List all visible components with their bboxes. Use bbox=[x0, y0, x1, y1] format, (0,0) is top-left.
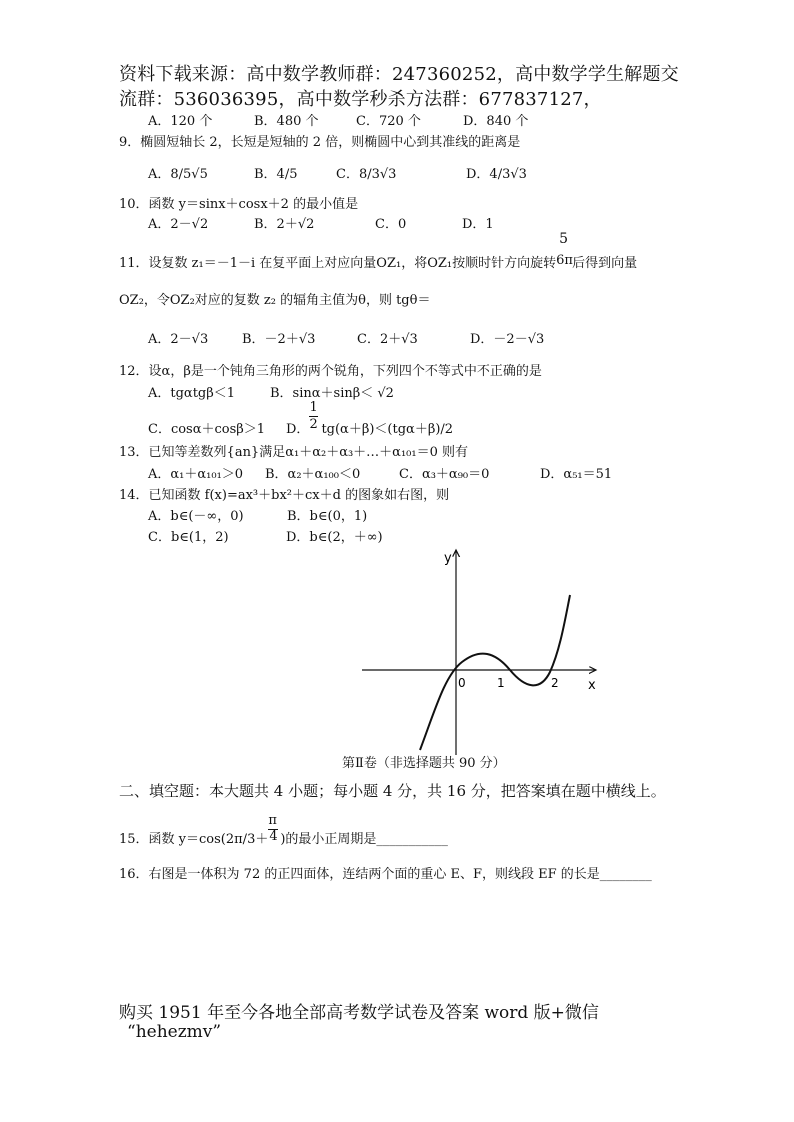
q12-option-d bbox=[286, 400, 454, 437]
q15-frac-denominator: 4 bbox=[269, 829, 278, 844]
q12-option-b: B．sinα＋sinβ＜ √2 bbox=[270, 386, 394, 401]
q9-option-b: B．4/5 bbox=[254, 167, 298, 182]
q8-option-d: D．840 个 bbox=[463, 114, 529, 129]
q9-option-a: A．8/5√5 bbox=[148, 167, 208, 182]
q12-d-rest: tg(α＋β)＜(tgα＋β)/2 bbox=[321, 422, 454, 437]
question-9-stem: 9．椭圆短轴长 2，长短是短轴的 2 倍，则椭圆中心到其准线的距离是 bbox=[119, 135, 521, 150]
footer-line-1: 购买 1951 年至今各地全部高考数学试卷及答案 word 版+微信 bbox=[119, 1003, 599, 1023]
q12-option-a: A．tgαtgβ＜1 bbox=[148, 386, 236, 401]
question-10-stem: 10．函数 y＝sinx＋cosx＋2 的最小值是 bbox=[119, 197, 359, 212]
q15-suffix: )的最小正周期是___________ bbox=[280, 832, 448, 847]
q9-option-c: C．8/3√3 bbox=[336, 167, 397, 182]
q11-frac-numerator: 5 bbox=[559, 231, 569, 247]
q10-option-d: D．1 bbox=[462, 217, 494, 232]
q15-prefix: 15．函数 y＝cos(2π/3＋ bbox=[119, 832, 269, 847]
q14-option-c: C．b∈(1，2) bbox=[148, 530, 229, 545]
q8-option-a: A．120 个 bbox=[148, 114, 213, 129]
footer-line-2: “hehezmv” bbox=[127, 1022, 222, 1042]
question-12-stem: 12．设α，β是一个钝角三角形的两个锐角，下列四个不等式中不正确的是 bbox=[119, 364, 542, 379]
question-16: 16．右图是一体积为 72 的正四面体，连结两个面的重心 E、F，则线段 EF 的长是________ bbox=[119, 867, 652, 882]
graph-tick-1-label: 1 bbox=[497, 676, 505, 690]
q12-d-frac-numerator: 1 bbox=[309, 400, 318, 415]
cubic-curve bbox=[420, 595, 570, 750]
q11-option-c: C．2＋√3 bbox=[357, 332, 418, 347]
question-15 bbox=[119, 813, 448, 847]
q12-d-frac-denominator: 2 bbox=[309, 417, 318, 432]
q10-option-b: B．2＋√2 bbox=[254, 217, 315, 232]
section-2-heading: 二、填空题：本大题共 4 小题；每小题 4 分，共 16 分，把答案填在题中横线上。 bbox=[119, 782, 666, 800]
q14-option-b: B．b∈(0，1) bbox=[287, 509, 368, 524]
q12-option-c: C．cosα＋cosβ＞1 bbox=[148, 422, 266, 437]
q12-d-prefix: D． bbox=[286, 422, 310, 437]
graph-y-label: y bbox=[444, 551, 452, 566]
header-line-1: 资料下载来源：高中数学教师群：247360252，高中数学学生解题交 bbox=[119, 64, 679, 85]
cubic-function-graph bbox=[350, 540, 610, 755]
question-11-stem bbox=[119, 231, 638, 271]
q13-option-c: C．α₃＋α₉₀＝0 bbox=[399, 467, 490, 482]
q8-option-c: C．720 个 bbox=[356, 114, 421, 129]
q11-fraction bbox=[556, 231, 573, 268]
q10-option-a: A．2－√2 bbox=[148, 217, 209, 232]
header-line-2: 流群：536036395，高中数学秒杀方法群：677837127， bbox=[119, 89, 602, 110]
graph-x-label: x bbox=[588, 678, 596, 693]
q14-option-a: A．b∈(－∞，0) bbox=[148, 509, 244, 524]
q15-frac-numerator: π bbox=[268, 813, 277, 828]
graph-tick-2-label: 2 bbox=[551, 676, 559, 690]
question-11-stem-line2: OZ₂，令OZ₂对应的复数 z₂ 的辐角主值为θ，则 tgθ＝ bbox=[119, 293, 431, 308]
q11-option-d: D．－2－√3 bbox=[470, 332, 545, 347]
part-2-title: 第Ⅱ卷（非选择题共 90 分） bbox=[342, 756, 506, 771]
q11-option-b: B．－2＋√3 bbox=[242, 332, 316, 347]
graph-origin-label: 0 bbox=[458, 676, 466, 690]
q10-option-c: C．0 bbox=[375, 217, 407, 232]
q11-stem-part1: 11．设复数 z₁＝－1－i 在复平面上对应向量OZ₁，将OZ₁按顺时针方向旋转 bbox=[119, 256, 557, 271]
q11-stem-part2: 后得到向量 bbox=[572, 256, 638, 271]
q13-option-d: D．α₅₁＝51 bbox=[540, 467, 613, 482]
q14-option-d: D．b∈(2，＋∞) bbox=[286, 530, 383, 545]
q11-option-a: A．2－√3 bbox=[148, 332, 209, 347]
q11-frac-denominator: 6π bbox=[556, 253, 573, 268]
question-14-stem: 14．已知函数 f(x)=ax³＋bx²＋cx＋d 的图象如右图，则 bbox=[119, 488, 450, 503]
q9-option-d: D．4/3√3 bbox=[466, 167, 527, 182]
q8-option-b: B．480 个 bbox=[254, 114, 319, 129]
q15-fraction bbox=[268, 813, 280, 844]
question-13-stem: 13．已知等差数列{an}满足α₁＋α₂＋α₃＋…＋α₁₀₁＝0 则有 bbox=[119, 445, 468, 460]
q12-d-fraction bbox=[309, 400, 321, 433]
q13-option-a: A．α₁＋α₁₀₁＞0 bbox=[148, 467, 244, 482]
q13-option-b: B．α₂＋α₁₀₀＜0 bbox=[265, 467, 361, 482]
